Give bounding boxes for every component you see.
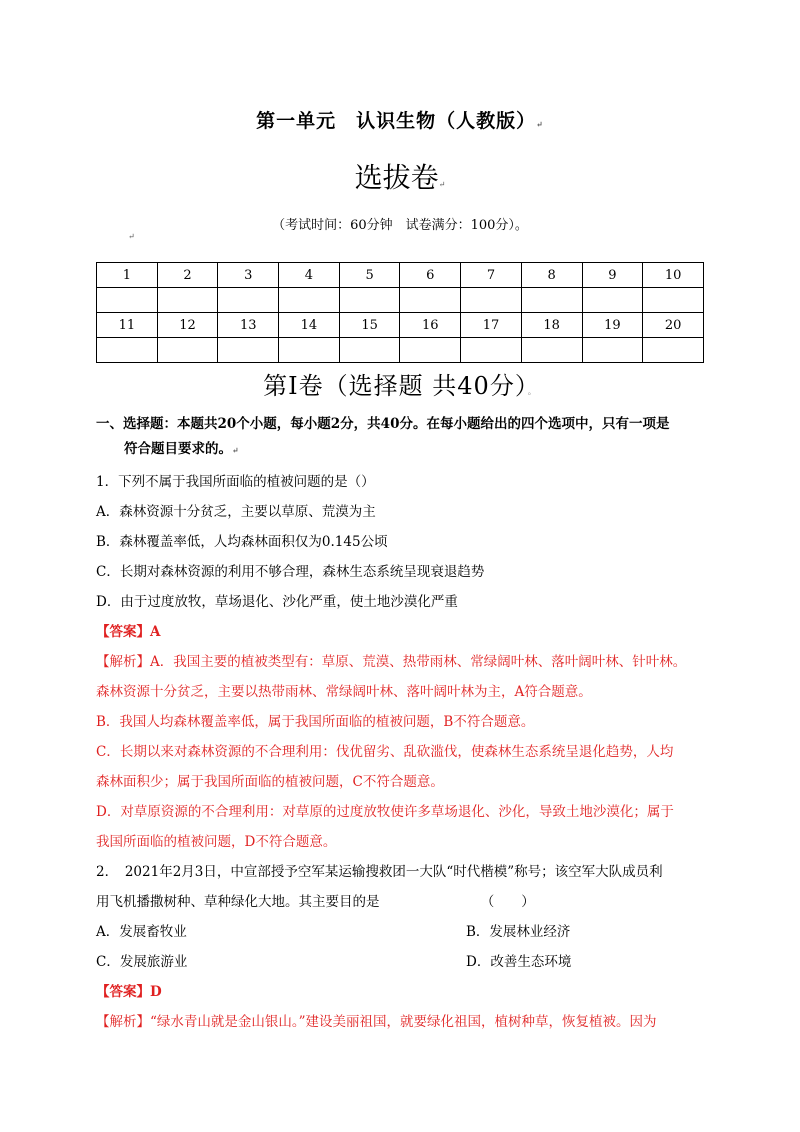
answer-blank-cell[interactable] bbox=[461, 338, 522, 363]
section-heading: 一、选择题：本题共20个小题，每小题2分，共40分。在每小题给出的四个选项中，只有一项是 bbox=[96, 416, 670, 432]
answer-blank-cell[interactable] bbox=[643, 288, 704, 313]
answer-grid-blank-row bbox=[97, 338, 704, 363]
answer-grid-cell: 8 bbox=[521, 263, 582, 288]
question-1-answer: 【答案】A bbox=[96, 624, 161, 640]
answer-grid-cell: 3 bbox=[218, 263, 279, 288]
question-1-option-d: D．由于过度放牧，草场退化、沙化严重，使土地沙漠化严重 bbox=[96, 594, 458, 610]
question-1-option-a: A．森林资源十分贫乏，主要以草原、荒漠为主 bbox=[96, 504, 376, 520]
question-1-analysis-line: 我国所面临的植被问题，D不符合题意。 bbox=[96, 834, 337, 850]
question-1-analysis-line: 森林面积少；属于我国所面临的植被问题，C不符合题意。 bbox=[96, 774, 444, 790]
answer-blank-cell[interactable] bbox=[643, 338, 704, 363]
paragraph-mark: ↵ bbox=[128, 232, 135, 241]
answer-grid-cell: 6 bbox=[400, 263, 461, 288]
answer-grid-header-row bbox=[97, 263, 704, 288]
question-2-answer: 【答案】D bbox=[96, 984, 162, 1000]
answer-grid-cell: 1 bbox=[97, 263, 158, 288]
question-2-stem-cont: 用飞机播撒树种、草种绿化大地。其主要目的是 （ ） bbox=[96, 894, 535, 910]
answer-blank-cell[interactable] bbox=[400, 338, 461, 363]
answer-blank-cell[interactable] bbox=[279, 338, 340, 363]
answer-grid-blank-row bbox=[97, 288, 704, 313]
answer-blank-cell[interactable] bbox=[521, 338, 582, 363]
answer-grid-cell: 20 bbox=[643, 313, 704, 338]
question-2-options-row-2 bbox=[96, 952, 716, 972]
answer-blank-cell[interactable] bbox=[582, 338, 643, 363]
question-2-option-c: C．发展旅游业 bbox=[96, 954, 188, 970]
answer-blank-cell[interactable] bbox=[339, 288, 400, 313]
page-title: 第一单元 认识生物（人教版）↵ bbox=[256, 110, 544, 132]
answer-grid-cell: 4 bbox=[279, 263, 340, 288]
answer-blank-cell[interactable] bbox=[521, 288, 582, 313]
section-heading-cont: 符合题目要求的。↵ bbox=[124, 441, 239, 457]
question-1-option-b: B．森林覆盖率低，人均森林面积仅为0.145公顷 bbox=[96, 534, 388, 550]
answer-grid-cell: 13 bbox=[218, 313, 279, 338]
answer-grid bbox=[96, 262, 704, 363]
answer-blank-cell[interactable] bbox=[339, 338, 400, 363]
answer-blank-cell[interactable] bbox=[400, 288, 461, 313]
question-1-stem: 1．下列不属于我国所面临的植被问题的是（） bbox=[96, 474, 375, 490]
question-1-analysis-line: 森林资源十分贫乏，主要以热带雨林、常绿阔叶林、落叶阔叶林为主，A符合题意。 bbox=[96, 684, 592, 700]
answer-grid-cell: 16 bbox=[400, 313, 461, 338]
answer-blank-cell[interactable] bbox=[157, 288, 218, 313]
answer-grid-cell: 11 bbox=[97, 313, 158, 338]
answer-grid-header-row bbox=[97, 313, 704, 338]
page-subtitle: 选拔卷↵ bbox=[354, 161, 446, 194]
volume-title: 第Ⅰ卷（选择题 共40分）。 bbox=[263, 372, 537, 400]
answer-grid-cell: 2 bbox=[157, 263, 218, 288]
question-1-analysis-line: B．我国人均森林覆盖率低，属于我国所面临的植被问题，B不符合题意。 bbox=[96, 714, 535, 730]
answer-grid-cell: 19 bbox=[582, 313, 643, 338]
answer-grid-cell: 9 bbox=[582, 263, 643, 288]
question-2-options-row-1 bbox=[96, 922, 716, 942]
question-1-analysis-line: C．长期以来对森林资源的不合理利用：伐优留劣、乱砍滥伐，使森林生态系统呈退化趋势，人均 bbox=[96, 744, 674, 760]
answer-grid-cell: 18 bbox=[521, 313, 582, 338]
exam-info: （考试时间：60分钟 试卷满分：100分）。 bbox=[272, 218, 528, 233]
answer-blank-cell[interactable] bbox=[97, 288, 158, 313]
answer-blank-cell[interactable] bbox=[582, 288, 643, 313]
answer-grid-cell: 5 bbox=[339, 263, 400, 288]
question-2-analysis-line: 【解析】“绿水青山就是金山银山。”建设美丽祖国，就要绿化祖国，植树种草，恢复植被。因为 bbox=[96, 1014, 657, 1030]
question-2-stem: 2． 2021年2月3日，中宣部授予空军某运输搜救团一大队“时代楷模”称号；该空军大队成员利 bbox=[96, 864, 663, 880]
question-1-analysis-line: 【解析】A．我国主要的植被类型有：草原、荒漠、热带雨林、常绿阔叶林、落叶阔叶林、针叶林。 bbox=[96, 654, 687, 670]
answer-grid-cell: 14 bbox=[279, 313, 340, 338]
question-2-option-a: A．发展畜牧业 bbox=[96, 924, 187, 940]
answer-grid-cell: 12 bbox=[157, 313, 218, 338]
answer-blank-cell[interactable] bbox=[157, 338, 218, 363]
answer-blank-cell[interactable] bbox=[97, 338, 158, 363]
question-2-option-b: B．发展林业经济 bbox=[466, 924, 571, 940]
answer-blank-cell[interactable] bbox=[218, 338, 279, 363]
question-2-option-d: D．改善生态环境 bbox=[466, 954, 572, 970]
question-1-option-c: C．长期对森林资源的利用不够合理，森林生态系统呈现衰退趋势 bbox=[96, 564, 485, 580]
answer-blank-cell[interactable] bbox=[461, 288, 522, 313]
answer-grid-cell: 17 bbox=[461, 313, 522, 338]
answer-blank-cell[interactable] bbox=[218, 288, 279, 313]
question-1-analysis-line: D．对草原资源的不合理利用：对草原的过度放牧使许多草场退化、沙化，导致土地沙漠化；属于 bbox=[96, 804, 674, 820]
answer-grid-cell: 15 bbox=[339, 313, 400, 338]
answer-blank-cell[interactable] bbox=[279, 288, 340, 313]
answer-grid-cell: 7 bbox=[461, 263, 522, 288]
answer-grid-cell: 10 bbox=[643, 263, 704, 288]
